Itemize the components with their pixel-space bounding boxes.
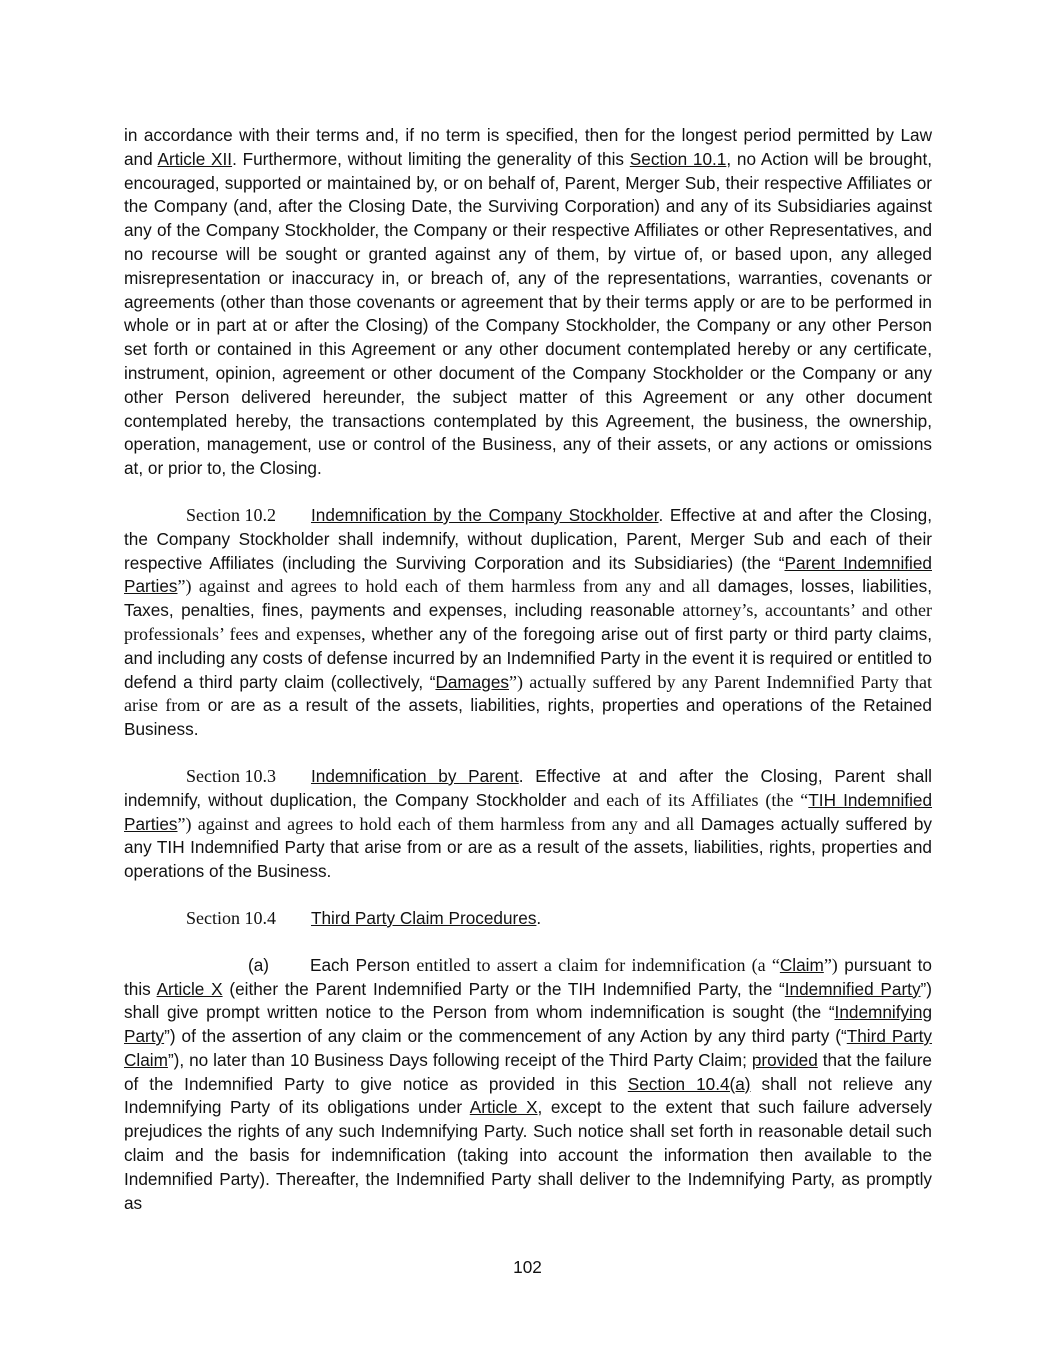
section-10-3 xyxy=(124,765,932,884)
paragraph-section-10-1-continuation xyxy=(124,124,932,481)
article-xii-reference: Article XII xyxy=(157,148,233,169)
text: that the failure of the Indemnified Party to give notice as provided in this xyxy=(124,1049,932,1094)
section-10-1-reference: Section 10.1 xyxy=(629,148,727,169)
text: , no Action will be brought, encouraged, supported or maintained by, or on behalf of, Parent, Merger Sub, their respective Affiliates or the Company (and, after the Closing Date, the Surviving Corporation) and any of its Subsidiaries against any of the Company Stockholder, the Company or their respective Affiliates or other Representatives, and no recourse will be sought or granted against any of them, by virtue of, or based upon, any alleged misrepresentation or inaccuracy in, or breach of, any of the representations, warranties, covenants or agreements (other than those covenants or agreement that by their terms apply or are to be performed in whole or in part at or after the Closing) of the Company Stockholder, the Company or any other Person set forth or contained in this Agreement or any other document contemplated hereby or any certificate, instrument, opinion, agreement or other document of the Company Stockholder or the Company or any other Person delivered hereunder, the subject matter of this Agreement or any other document contemplated hereby, the transactions contemplated by this Agreement, the business, the ownership, operation, management, use or control of the Business, any of their assets, or any actions or omissions at, or prior to, the Closing. xyxy=(124,148,932,479)
text: . Furthermore, without limiting the generality of this xyxy=(232,148,630,169)
section-10-4 xyxy=(124,907,932,931)
section-number: Section 10.3 xyxy=(186,765,276,786)
defined-term-third-party-claim: Third Party Claim xyxy=(124,1026,932,1070)
section-heading: Indemnification by Parent xyxy=(311,765,519,786)
text: shall not relieve any Indemnifying Party of its obligations under xyxy=(124,1073,933,1118)
section-10-4a-reference: Section 10.4(a) xyxy=(627,1073,751,1094)
defined-term-indemnifying-party: Indemnifying Party xyxy=(124,1002,932,1047)
article-x-reference: Article X xyxy=(469,1097,538,1118)
text: Damages actually suffered by any TIH Indemnified Party that arise from or are as a result of the assets, liabilities, rights, properties and operations of the Business. xyxy=(124,813,932,882)
section-number: Section 10.2 xyxy=(186,504,276,525)
section-heading: Third Party Claim Procedures xyxy=(311,907,537,928)
defined-term-parent-indemnified-parties: Parent Indemnified Parties xyxy=(124,552,932,597)
text: and each of its Affiliates (the “ xyxy=(566,789,809,810)
text: whether any of the foregoing arise out of first party or third party claims, and including any costs of defense incurred by an Indemnified Party in the event it is required or entitled to defend a third party claim (collectively, “ xyxy=(124,623,933,692)
text: ”), no later than 10 Business Days following receipt of the Third Party Claim; xyxy=(167,1049,752,1070)
text: in accordance with their terms and, if no term is specified, then for the longest period permitted by Law and xyxy=(124,125,932,169)
text: ”) shall give prompt written notice to the Person from whom indemnification is sought (the “ xyxy=(124,978,932,1023)
text: ”) against and agrees to hold each of them harmless from any and all xyxy=(177,576,711,597)
text: , except to the extent that such failure adversely prejudices the rights of any such Indemnifying Party. Such notice shall set forth in reasonable detail such claim and the basis for indemnification (taking into account the information then available to the Indemnified Party). Thereafter, the Indemnified Party shall deliver to the Indemnifying Party, as promptly as xyxy=(124,1097,932,1213)
defined-term-damages: Damages xyxy=(435,671,509,692)
text: . Effective at and after the Closing, Parent shall indemnify, without duplication, the Company Stockholder xyxy=(124,765,932,810)
defined-term-indemnified-party: Indemnified Party xyxy=(784,978,921,999)
text: Each Person xyxy=(310,954,411,975)
defined-term-tih-indemnified-parties: TIH Indemnified Parties xyxy=(124,789,933,834)
text: pursuant to this xyxy=(124,954,932,999)
text: . xyxy=(536,907,542,928)
text: entitled to assert a claim for indemnification (a “ xyxy=(410,954,780,975)
text: or are as a result of the assets, liabilities, rights, properties and operations of the Retained Business. xyxy=(124,695,932,740)
article-x-reference: Article X xyxy=(156,978,223,999)
text: (either the Parent Indemnified Party or the TIH Indemnified Party, the “ xyxy=(222,978,785,999)
document-page xyxy=(124,124,932,1215)
section-heading: Indemnification by the Company Stockholder xyxy=(311,504,659,525)
page-number: 102 xyxy=(513,1257,542,1277)
text: ”) against and agrees to hold each of them harmless from any and all xyxy=(177,813,695,834)
text: damages, losses, liabilities, Taxes, penalties, fines, payments and expenses, including reasonable xyxy=(124,576,932,621)
text: attorney’s, accountants’ and other professionals’ fees and expenses, xyxy=(124,600,932,644)
section-number: Section 10.4 xyxy=(186,907,276,928)
text: ”) xyxy=(823,954,838,975)
provided-term: provided xyxy=(751,1049,818,1070)
defined-term-claim: Claim xyxy=(779,954,824,975)
subsection-a xyxy=(124,954,932,1216)
section-10-2 xyxy=(124,504,932,742)
text: ”) actually suffered by any Parent Indemnified Party that arise from xyxy=(124,671,932,716)
subsection-label: (a) xyxy=(248,954,270,975)
text: . Effective at and after the Closing, the Company Stockholder shall indemnify, without duplication, Parent, Merger Sub and each of their respective Affiliates (including the Surviving Corporation and its Subsidiaries) (the “ xyxy=(124,504,933,573)
text: ”) of the assertion of any claim or the commencement of any Action by any third party (“ xyxy=(164,1026,847,1047)
